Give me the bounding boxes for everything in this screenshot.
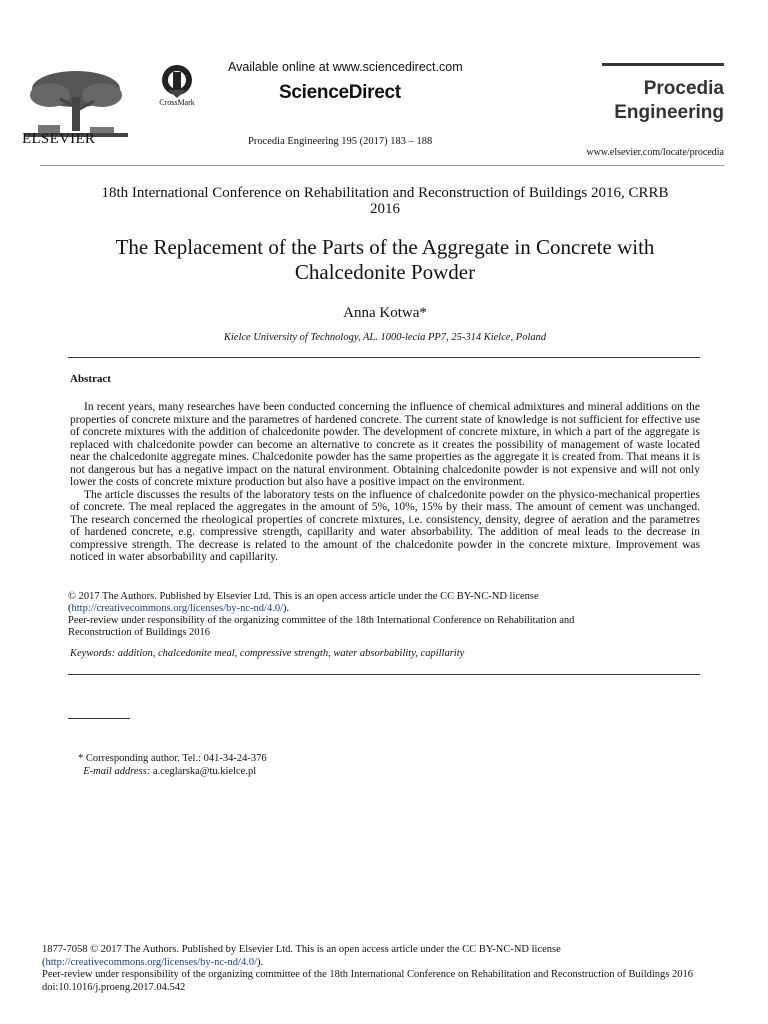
peer-review-line2: Reconstruction of Buildings 2016 bbox=[68, 627, 211, 638]
header-divider bbox=[40, 165, 724, 166]
bottom-peer-review: Peer-review under responsibility of the organizing committee of the 18th International Conference on Rehabilitation and Reconstruction of Buildings 2016 bbox=[42, 969, 694, 980]
bottom-paren-close: ). bbox=[257, 956, 264, 968]
journal-reference: Procedia Engineering 195 (2017) 183 – 188 bbox=[248, 136, 433, 147]
author-affiliation: Kielce University of Technology, AL. 1000-lecia PP7, 25-314 Kielce, Poland bbox=[223, 332, 547, 343]
abstract-bottom-rule bbox=[68, 674, 700, 675]
author-name: Anna Kotwa* bbox=[343, 305, 427, 321]
license-url-link[interactable]: http://creativecommons.org/licenses/by-nc-nd/4.0/ bbox=[71, 603, 284, 614]
peer-review-line1: Peer-review under responsibility of the organizing committee of the 18th International Conference on Rehabilitation and bbox=[68, 615, 575, 626]
license-block bbox=[68, 591, 700, 639]
journal-title bbox=[602, 77, 724, 125]
bottom-url-line bbox=[42, 957, 726, 970]
conference-line1: 18th International Conference on Rehabilitation and Reconstruction of Buildings 2016, CRRB bbox=[101, 185, 669, 201]
email-label: E-mail address: bbox=[83, 766, 151, 777]
abstract-body bbox=[70, 401, 700, 564]
elsevier-wordmark: ELSEVIER bbox=[22, 131, 96, 147]
abstract-paragraph-1: In recent years, many researches have been conducted concerning the influence of chemical admixtures and mineral additions on the properties of concrete mixture and the parametres of hardened concrete. The current state of knowledge is not sufficient for effective use of concrete mixtures with the addition of chalcedonite powder. The development of concrete mixture, in which a part of the aggregate is replaced with chalcedonite powder can become an alternative to concrete as it creates the possibility of management of waste located near the chalcedonite aggregate mines. Chalcedonite powder has the same properties as the aggregate it is created from. That means it is not dangerous but has a negative impact on the natural environment. Obtaining chalcedonite powder is not expensive and will not only lower the costs of concrete mixture production but also have a positive impact on the environment. bbox=[70, 401, 700, 488]
footnote bbox=[78, 752, 267, 778]
license-paren-open: ( bbox=[68, 603, 72, 614]
bottom-license-url-link[interactable]: http://creativecommons.org/licenses/by-nc-nd/4.0/ bbox=[45, 956, 258, 968]
email-address[interactable]: a.ceglarska@tu.kielce.pl bbox=[152, 766, 257, 777]
abstract-paragraph-2: The article discusses the results of the laboratory tests on the influence of chalcedonite powder on the physico-mechanical properties of concrete. The meal replaced the aggregates in the amount of 5%, 10%, 15% by their mass. The amount of cement was unchanged. The research concerned the rheological properties of concrete mixtures, i.e. consistency, density, degree of aeration and the parametres of hardened concrete, e.g. compressive strength, capillarity and water absorbability. The addition of meal leads to the decrease in compressive strength. The decrease is related to the amount of the chalcedonite powder in the concrete mixture. Improvement was noticed in water absorbability and capillarity. bbox=[70, 488, 700, 563]
keywords bbox=[70, 648, 700, 659]
journal-title-line1: Procedia bbox=[643, 78, 724, 99]
bottom-info bbox=[42, 944, 726, 994]
paper-title bbox=[68, 235, 702, 285]
email-line bbox=[78, 765, 267, 778]
crossmark-label: CrossMark bbox=[159, 98, 195, 107]
paper-title-line1: The Replacement of the Parts of the Aggregate in Concrete with bbox=[115, 235, 655, 259]
corresponding-author: * Corresponding author. Tel.: 041-34-24-376 bbox=[78, 753, 267, 764]
license-line: © 2017 The Authors. Published by Elsevier Ltd. This is an open access article under the CC BY-NC-ND license bbox=[68, 591, 539, 602]
bottom-paren-open: ( bbox=[42, 956, 46, 968]
sciencedirect-wordmark: ScienceDirect bbox=[279, 82, 401, 103]
available-online-text: Available online at www.sciencedirect.com bbox=[228, 60, 463, 74]
license-url-line bbox=[68, 603, 700, 615]
footnote-rule bbox=[68, 718, 130, 719]
doi[interactable]: doi:10.1016/j.proeng.2017.04.542 bbox=[42, 981, 186, 993]
abstract-top-rule bbox=[68, 357, 700, 358]
keywords-label: Keywords: bbox=[70, 648, 116, 659]
abstract-heading: Abstract bbox=[70, 373, 111, 385]
journal-title-rule bbox=[602, 63, 724, 66]
journal-title-line2: Engineering bbox=[614, 102, 724, 123]
issn-line: 1877-7058 © 2017 The Authors. Published by Elsevier Ltd. This is an open access article under the CC BY-NC-ND license bbox=[42, 944, 561, 955]
paper-title-line2: Chalcedonite Powder bbox=[294, 260, 476, 284]
conference-name bbox=[68, 185, 702, 217]
license-paren-close: ). bbox=[283, 603, 290, 614]
keywords-text: addition, chalcedonite meal, compressive strength, water absorbability, capillarity bbox=[117, 648, 465, 659]
conference-line2: 2016 bbox=[370, 201, 400, 217]
journal-url-link[interactable]: www.elsevier.com/locate/procedia bbox=[586, 147, 724, 158]
